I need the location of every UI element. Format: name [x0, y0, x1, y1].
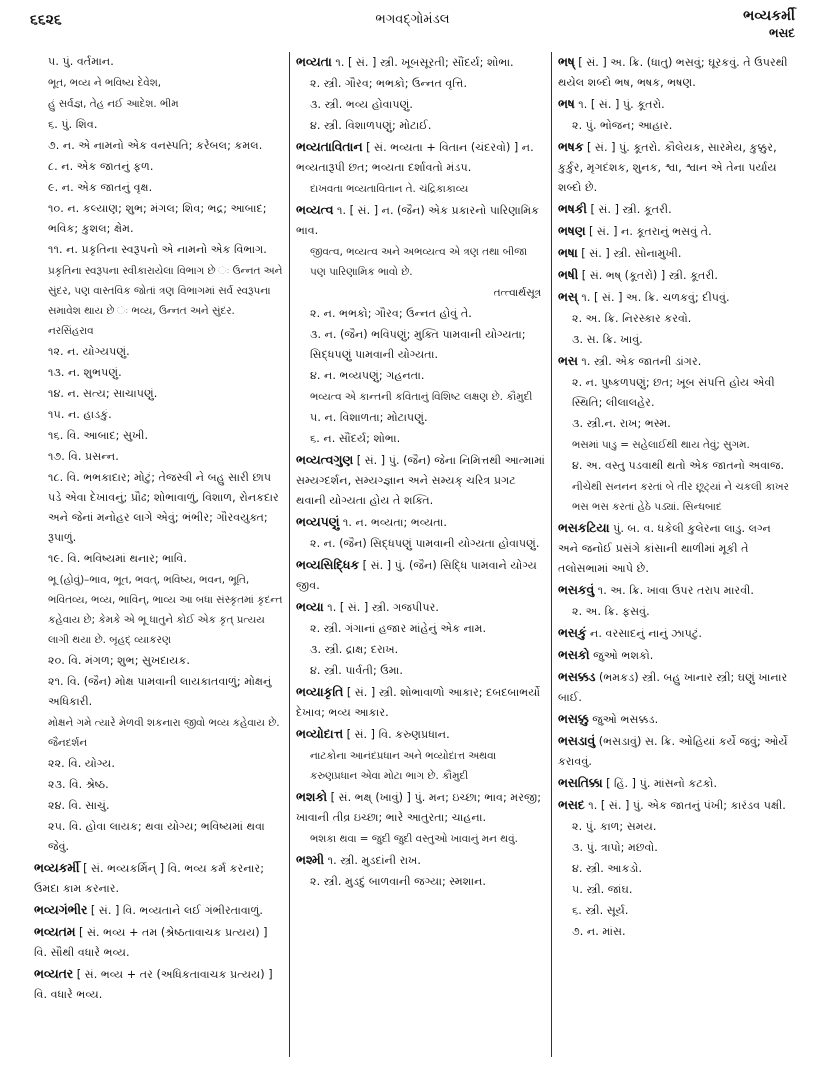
- entry-sense: [34, 754, 283, 774]
- dictionary-entry: [296, 597, 545, 618]
- dictionary-entry: [558, 351, 794, 372]
- citation: [296, 746, 545, 786]
- headword: ભવ્યત્વ: [296, 203, 334, 217]
- entry-text: નીચેથી સનનન કરતાં બે તીર છૂટ્યાં ને ચકલી કાખર ભસ ભસ કરતાં હેઠે પડ્યાં. સિન્ધબાદ: [572, 481, 789, 513]
- entry-sense: [296, 872, 545, 892]
- entry-text: ૨. સ્ત્રી. ગંગાનાં હજાર માંહેનું એક નામ.: [310, 622, 487, 635]
- entry-text: ૨. પું. ભોજન; આહાર.: [572, 119, 673, 132]
- entry-text: હું સર્વજ્ઞ, તેહ નઈ આદેશ. ભીમ: [48, 98, 179, 110]
- entry-sense: [296, 661, 545, 681]
- citation: [296, 242, 545, 282]
- entry-text: ૩. પું. ત્રાપો; મછવો.: [572, 841, 658, 854]
- entry-text: ૨. પું. કાળ; સમય.: [572, 820, 657, 833]
- entry-text: ૩. સ્ત્રી. ભવ્ય હોવાપણું.: [310, 98, 413, 111]
- entry-text: ૧૩. ન. શુભપણું.: [48, 366, 122, 379]
- dictionary-entry: [558, 795, 794, 816]
- entry-text: ૧. [ સં. ] ન. (જૈન) એક પ્રકારનો પારિણામિક ભાવ.: [296, 204, 540, 237]
- entry-sense: [558, 817, 794, 837]
- entry-text: ૧૪. ન. સત્ય; સાચાપણું.: [48, 387, 158, 400]
- citation: [34, 261, 283, 341]
- entry-sense: [558, 901, 794, 921]
- headword: ભસકટિયા: [558, 521, 610, 535]
- entry-text: [ સં. ] પું. કૂતરો. કૌલેયક, સારમેય, કુક્કુર, કુર્કુર, મૃગદંશક, શુનક, શ્વા, શ્વાન એ તેના પર્યાય શબ્દો છે.: [558, 141, 777, 194]
- citation: [296, 387, 545, 407]
- column-1: [28, 52, 290, 1057]
- headword: ભવ્યગંભીર: [34, 903, 88, 917]
- headword: ભશ્મી: [296, 853, 325, 867]
- entry-sense: [34, 651, 283, 671]
- entry-text: ૬. પું. શિવ.: [48, 118, 98, 131]
- headword: ભવ્યતર: [34, 967, 74, 981]
- headword: ભવ્યસિદ્ધિક: [296, 558, 360, 572]
- entry-text: ૩. સ્ત્રી. દ્રાક્ષ; દરાખ.: [310, 643, 399, 656]
- entry-text: ૧૬. વિ. આબાદ; સુખી.: [48, 429, 149, 442]
- headword: ભવ્યત્વગુણ: [296, 453, 354, 467]
- entry-sense: [558, 880, 794, 900]
- entry-sense: [296, 640, 545, 660]
- entry-text: ૯. ન. એક જાતનું વૃક્ષ.: [48, 181, 153, 194]
- entry-sense: [34, 363, 283, 383]
- headword: ભવ્યાકૃતિ: [296, 685, 344, 699]
- headword: ભષણ: [558, 224, 586, 238]
- entry-text: [ સં. ] પું. (જૈન) જેના નિમિત્તથી આત્મામાં સમ્યગ્દર્શન, સમ્યગ્જ્ઞાન અને સમ્યક્ ચરિત્ર પ્રગટ થવાની યોગ્યતા હોય તે શક્તિ.: [296, 454, 545, 507]
- entry-text: ૮. ન. એક જાતનું ફળ.: [48, 160, 154, 173]
- dictionary-entry: [296, 52, 545, 73]
- entry-text: ૩. ન. (જૈન) ભવિપણું; મુક્તિ પામવાની યોગ્યતા; સિદ્ધપણું પામવાની યોગ્યતા.: [310, 328, 526, 361]
- dictionary-entry: [558, 137, 794, 198]
- dictionary-entry: [34, 900, 283, 921]
- entry-sense: [296, 325, 545, 365]
- entry-text: [ સં. ] વિ. કરુણપ્રધાન.: [346, 728, 450, 741]
- entry-text: જીવત્વ, ભવ્યત્વ અને અભવ્યત્વ એ ત્રણ તથા બીજા પણ પારિણામિક ભાવો છે.: [310, 246, 527, 278]
- dictionary-entry: [296, 200, 545, 241]
- citation: [296, 179, 545, 199]
- entry-text: [ સં. ] ન. કૂતરાનું ભસવું તે.: [589, 225, 712, 238]
- entry-text: પું. બ. વ. ધકેલી કુલેરના લાડુ. લગ્ન અને જનોઈ પ્રસંગે કાંસાની થાળીમાં મૂકી તે તલોસભામાં આપે છે.: [558, 522, 771, 575]
- entry-text: ૧. [ સં. ] સ્ત્રી. ગજપીપર.: [327, 601, 439, 614]
- entry-sense: [34, 115, 283, 135]
- entry-text: ૨. અ. ક્રિ. નિરસ્કાર કરવો.: [572, 312, 692, 325]
- headword: ભષ્: [558, 55, 575, 69]
- entry-text: ૨. ન. ભભકો; ગૌરવ; ઉન્નત હોવું તે.: [310, 307, 472, 320]
- dictionary-entry: [296, 724, 545, 745]
- entry-text: ૧. અ. ક્રિ. ખાવા ઉપર તરાપ મારવી.: [597, 584, 754, 597]
- headword: ભવ્યોદાત્ત: [296, 727, 343, 741]
- entry-sense: [296, 95, 545, 115]
- entry-sense: [558, 922, 794, 942]
- entry-text: ૨. સ્ત્રી. ગૌરવ; ભભકો; ઉન્નત વૃત્તિ.: [310, 77, 468, 90]
- entry-text: [ સં. ભવ્યકર્મિન્ ] વિ. ભવ્ય કર્મ કરનાર; ઉમદા કામ કરનાર.: [34, 862, 264, 895]
- citation: [34, 713, 283, 753]
- entry-text: [ સં. ] વિ. ભવ્યતાને લઈ ગંભીરતાવાળું.: [90, 904, 263, 917]
- entry-sense: [34, 157, 283, 177]
- entry-text: [ સં. ] સ્ત્રી. કૂતરી.: [590, 203, 672, 216]
- headword: ભસદ: [558, 798, 585, 812]
- entry-text: ૬. ન. સૌંદર્ય; શોભા.: [310, 432, 401, 445]
- entry-sense: [296, 429, 545, 449]
- dictionary-entry: [296, 512, 545, 533]
- entry-sense: [34, 447, 283, 467]
- entry-sense: [34, 468, 283, 548]
- entry-text: [ સં. ] સ્ત્રી. શોભાવાળો આકાર; દબદબાભર્યો દેખાવ; ભવ્ય આકાર.: [296, 686, 541, 719]
- entry-text: ૭. ન. માંસ.: [572, 925, 626, 938]
- entry-text: ૨. અ. ક્રિ. ફસવું.: [572, 605, 650, 618]
- dictionary-entry: [296, 450, 545, 511]
- entry-sense: [34, 817, 283, 857]
- entry-text: ૨૩. વિ. શ્રેષ્ઠ.: [48, 778, 109, 791]
- entry-text: ૪. સ્ત્રી. વિશાળપણું; મોટાઈ.: [310, 119, 432, 132]
- dictionary-entry: [558, 94, 794, 115]
- entry-sense: [34, 796, 283, 816]
- dictionary-entry: [558, 199, 794, 220]
- guide-word-last: ભસદ: [768, 26, 795, 40]
- headword: ભષકી: [558, 202, 587, 216]
- dictionary-columns: [28, 52, 800, 1057]
- entry-sense: [558, 373, 794, 413]
- headword: ભસકો: [558, 648, 590, 662]
- entry-sense: [296, 304, 545, 324]
- dictionary-entry: [296, 682, 545, 723]
- entry-text: ૫. સ્ત્રી. જાંઘ.: [572, 883, 633, 896]
- headword: ભસકું: [558, 626, 587, 640]
- entry-sense: [296, 619, 545, 639]
- column-2: [290, 52, 552, 1057]
- entry-text: ૧૭. વિ. પ્રસન્ન.: [48, 450, 119, 463]
- entry-text: ૨૫. વિ. હોવા લાયક; થવા યોગ્ય; ભવિષ્યમાં થવા જેવું.: [48, 820, 265, 853]
- entry-sense: [296, 116, 545, 136]
- entry-text: જુઓ ભસક્કડ.: [592, 713, 659, 726]
- headword: ભવ્યતાવિતાન: [296, 140, 363, 154]
- entry-text: ભવ્યત્વ એ કાન્તની કવિતાનું વિશિષ્ટ લક્ષણ છે. કૌમુદી: [310, 391, 533, 403]
- entry-sense: [558, 838, 794, 858]
- entry-text: ૨. ન. પુષ્કળપણું; છત; ખૂબ સંપત્તિ હોય એવી સ્થિતિ; લીલાલહેર.: [572, 376, 775, 409]
- entry-text: નાટકોના આનંદપ્રધાન અને ભવ્યોદાત્ત અથવા કરુણપ્રધાન એવા મોટા ભાગ છે. કૌમુદી: [310, 750, 497, 782]
- entry-sense: [296, 74, 545, 94]
- entry-text: ૧. [ સં. ] અ. ક્રિ. ચળકવું; દીપવું.: [581, 291, 730, 304]
- entry-sense: [34, 342, 283, 362]
- entry-text: ભૂ (હોવું)–ભાવ, ભૂત, ભવત્, ભવિષ્ય, ભવન, ભૂતિ, ભવિતવ્ય, ભવ્ય, ભાવિન્, ભાવ્ય આ બધા સંસ્કૃતમાં કૃદન્ત કહેવાય છે; કેમકે એ ભૂ ધાતુને કોઈ એક કૃત્ પ્રત્યય લાગી થયા છે. બૃહદ્ વ્યાકરણ: [48, 574, 283, 646]
- entry-sense: [558, 456, 794, 476]
- entry-text: ૧૫. ન. હાડકું.: [48, 408, 112, 421]
- entry-text: [ સં. ભષ્ (કૂતરો) ] સ્ત્રી. કૂતરી.: [581, 269, 718, 282]
- headword: ભષા: [558, 246, 578, 260]
- running-title: ભગવદ્ગોમંડલ: [375, 12, 450, 27]
- dictionary-entry: [34, 922, 283, 963]
- dictionary-entry: [558, 709, 794, 730]
- entry-text: (ભસડાવું) સ. ક્રિ. ઓહિયાં કર્યે જવું; ઓર્યે કરાવવું.: [558, 735, 788, 768]
- page-header: [0, 0, 825, 38]
- entry-text: [ સં. ] અ. ક્રિ. (ધાતુ) ભસવું; ઘૂરકવું. તે ઉપરથી થયેલ શબ્દો ભષ, ભષક, ભષણ.: [558, 56, 788, 89]
- dictionary-entry: [558, 645, 794, 666]
- dictionary-entry: [558, 518, 794, 579]
- entry-text: ૫. પું. વર્તમાન.: [48, 55, 114, 68]
- headword: ભશકો: [296, 790, 328, 804]
- dictionary-entry: [296, 787, 545, 828]
- dictionary-entry: [558, 52, 794, 93]
- entry-text: ભસમાં પાડુ = સહેલાઈથી થાય તેવું; સુગમ.: [572, 439, 750, 451]
- entry-text: ૧૧. ન. પ્રકૃતિના સ્વરૂપનો એ નામનો એક વિભાગ.: [48, 243, 267, 256]
- entry-sense: [34, 199, 283, 239]
- dictionary-entry: [558, 731, 794, 772]
- entry-sense: [34, 384, 283, 404]
- entry-sense: [558, 602, 794, 622]
- entry-sense: [34, 549, 283, 569]
- dictionary-entry: [296, 850, 545, 871]
- citation: [558, 477, 794, 517]
- entry-text: ૩. સ. ક્રિ. ખાવું.: [572, 333, 643, 346]
- dictionary-entry: [558, 287, 794, 308]
- entry-text: ૧. [ સં. ] સ્ત્રી. ખૂબસૂરતી; સૌંદર્ય; શોભા.: [335, 56, 514, 69]
- entry-text: ૪. ન. ભવ્યપણું; ગહનતા.: [310, 369, 425, 382]
- headword: ભષ: [558, 97, 575, 111]
- page-number: ૬૬૨૬: [30, 12, 62, 28]
- entry-text: ન. વરસાદનું નાનું ઝાપટું.: [590, 627, 702, 640]
- headword: ભવ્યા: [296, 600, 324, 614]
- dictionary-entry: [558, 580, 794, 601]
- entry-sense: [34, 426, 283, 446]
- dictionary-entry: [558, 265, 794, 286]
- entry-text: ૪. સ્ત્રી. પાર્વતી; ઉમા.: [310, 664, 403, 677]
- entry-sense: [34, 672, 283, 712]
- entry-text: દાખવતા ભવ્યતાવિતાન તે. ચંદ્રિકાકાવ્ય: [310, 183, 469, 195]
- entry-text: મોક્ષને ગમે ત્યારે મેળવી શકનારા જીવો ભવ્ય કહેવાય છે. જૈનદર્શન: [48, 717, 280, 749]
- citation: [296, 829, 545, 849]
- entry-text: [ સં. ભવ્ય + તર (અધિકતાવાચક પ્રત્યય) ] વિ. વધારે ભવ્ય.: [34, 968, 273, 1001]
- entry-text: ૬. સ્ત્રી. સૂર્ય.: [572, 904, 629, 917]
- headword: ભસ: [558, 354, 578, 368]
- entry-text: ૪. અ. વસ્તુ પડવાથી થતો એક જાતનો અવાજ.: [572, 459, 785, 472]
- entry-sense: [34, 136, 283, 156]
- headword: ભસતિક્કા: [558, 776, 603, 790]
- dictionary-entry: [558, 623, 794, 644]
- entry-sense: [558, 414, 794, 434]
- dictionary-entry: [558, 667, 794, 708]
- dictionary-entry: [296, 555, 545, 596]
- citation: [34, 73, 283, 93]
- entry-text: [ સં. ] પું. (જૈન) સિદ્ધિ પામવાને યોગ્ય જીવ.: [296, 559, 537, 592]
- entry-sense: [34, 405, 283, 425]
- headword: ભવ્યપણું: [296, 515, 340, 529]
- entry-text: ૧૦. ન. કલ્યાણ; શુભ; મંગલ; શિવ; ભદ્ર; આબાદ; ભવિક; કુશલ; ક્ષેમ.: [48, 202, 267, 235]
- dictionary-entry: [558, 773, 794, 794]
- entry-text: જુઓ ભશકો.: [593, 649, 654, 662]
- entry-text: ૨. સ્ત્રી. મુડદું બાળવાની જગ્યા; સ્મશાન.: [310, 875, 486, 888]
- entry-text: ૧. સ્ત્રી. એક જાતની ડાંગર.: [581, 355, 702, 368]
- entry-text: ૭. ન. એ નામનો એક વનસ્પતિ; કરેબલ; કમલ.: [48, 139, 263, 152]
- column-3: [552, 52, 800, 1057]
- entry-sense: [296, 534, 545, 554]
- entry-text: ૧૨. ન. યોગ્યપણું.: [48, 345, 130, 358]
- entry-sense: [558, 859, 794, 879]
- headword: ભસકવું: [558, 583, 595, 597]
- entry-sense: [34, 52, 283, 72]
- dictionary-entry: [296, 137, 545, 178]
- entry-text: [ સં. ] સ્ત્રી. સોનામુખી.: [581, 247, 682, 260]
- headword: ભસક્કડ: [558, 670, 596, 684]
- headword: ભસ્: [558, 290, 578, 304]
- dictionary-entry: [34, 964, 283, 1005]
- entry-text: ૨૪. વિ. સાચું.: [48, 799, 110, 812]
- citation-source: [296, 283, 545, 303]
- entry-text: પ્રકૃતિના સ્વરૂપના સ્વીકારાયેલા વિભાગ છે ઃ ઉન્નત અને સુંદર, પણ વાસ્તવિક જોતાં ત્રણ વિભાગમાં સર્વ સ્વરૂપના સમાવેશ થાય છે ઃ ભવ્ય, ઉન્નત અને સુંદર. નરસિંહરાવ: [48, 265, 283, 337]
- entry-text: [ હિં. ] પું. માંસનો કટકો.: [606, 777, 718, 790]
- entry-sense: [558, 309, 794, 329]
- entry-text: [ સં. ભવ્યતા + વિતાન (ચંદરવો) ] ન. ભવ્યતારૂપી છત; ભવ્યતા દર્શાવતો મંડપ.: [296, 141, 534, 174]
- citation: [558, 435, 794, 455]
- entry-text: ૧. [ સં. ] પું. કૂતરો.: [578, 98, 665, 111]
- entry-text: ૧. ન. ભવ્યતા; ભવ્યતા.: [342, 516, 447, 529]
- entry-text: ૨૨. વિ. યોગ્ય.: [48, 757, 115, 770]
- entry-sense: [34, 775, 283, 795]
- citation: [34, 570, 283, 650]
- headword: ભષી: [558, 268, 579, 282]
- entry-text: ૨૦. વિ. મંગળ; શુભ; સુખદાયક.: [48, 654, 190, 667]
- entry-sense: [296, 366, 545, 386]
- entry-text: ભૂત, ભવ્ય ને ભવિષ્ય દેવેશ,: [48, 77, 162, 89]
- dictionary-entry: [34, 858, 283, 899]
- entry-text: ૧. સ્ત્રી. મુડદાંની રાખ.: [327, 854, 421, 867]
- headword: ભષક: [558, 140, 584, 154]
- entry-sense: [558, 330, 794, 350]
- entry-text: ૧. [ સં. ] પું. એક જાતનું પંખી; કારંડવ પક્ષી.: [588, 799, 786, 812]
- headword: ભવ્યતા: [296, 55, 332, 69]
- headword: ભસડાવું: [558, 734, 596, 748]
- entry-text: ૪. સ્ત્રી. આકડો.: [572, 862, 643, 875]
- entry-sense: [34, 178, 283, 198]
- entry-text: ૨૧. વિ. (જૈન) મોક્ષ પામવાની લાયકાતવાળું; મોક્ષનું અધિકારી.: [48, 675, 272, 708]
- entry-text: [ સં. ભવ્ય + તમ (શ્રેષ્ઠતાવાચક પ્રત્યય) ] વિ. સૌથી વધારે ભવ્ય.: [34, 926, 268, 959]
- entry-text: [ સં. ભક્ષ્ (ખાવું) ] પું. મન; ઇચ્છા; ભાવ; મરજી; ખાવાની તીવ્ર ઇચ્છા; ભારે આતુરતા; ચાહના.: [296, 791, 542, 824]
- dictionary-entry: [558, 243, 794, 264]
- headword: ભવ્યકર્મી: [34, 861, 80, 875]
- entry-text: ૧૮. વિ. ભભકાદાર; મોટું; તેજસ્વી ને બહુ સારી છાપ પડે એવા દેખાવનું; પ્રૌઢ; શોભાવાળું, વિશાળ, રોનકદાર અને જેનાં મનોહર લાગે એવું; ભંભીર; ગૌરવયુક્ત; રૂપાળું.: [48, 471, 279, 544]
- entry-sense: [34, 240, 283, 260]
- entry-text: તત્ત્વાર્થસૂત્ર: [493, 287, 541, 299]
- entry-text: ૨. ન. (જૈન) સિદ્ધપણું પામવાની યોગ્યતા હોવાપણું.: [310, 537, 540, 550]
- entry-text: ભશકા થવા = જુદી જુદી વસ્તુઓ ખાવાનું મન થવું.: [310, 833, 518, 845]
- headword: ભસક્કુ: [558, 712, 589, 726]
- entry-sense: [296, 408, 545, 428]
- entry-text: ૧૯. વિ. ભવિષ્યમાં થનાર; ભાવિ.: [48, 552, 187, 565]
- entry-text: ૩. સ્ત્રી.ન. રાખ; ભસ્મ.: [572, 417, 671, 430]
- guide-word-first: ભવ્યકર્મી: [743, 8, 795, 24]
- entry-text: (ભમકડ) સ્ત્રી. બહુ ખાનાર સ્ત્રી; ઘણું ખાનાર બાઈ.: [558, 671, 788, 704]
- headword: ભવ્યતમ: [34, 925, 76, 939]
- dictionary-entry: [558, 221, 794, 242]
- entry-text: ૫. ન. વિશાળતા; મોટાપણું.: [310, 411, 428, 424]
- citation: [34, 94, 283, 114]
- entry-sense: [558, 116, 794, 136]
